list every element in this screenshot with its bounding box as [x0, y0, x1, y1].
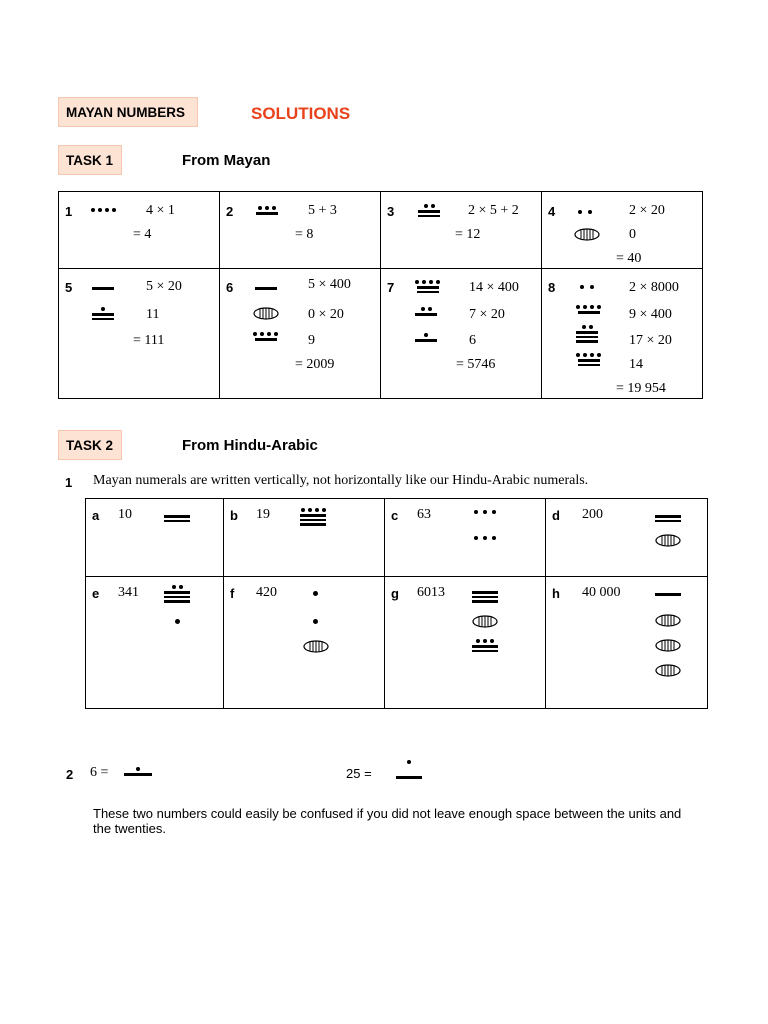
task1-cell-6: [220, 269, 381, 399]
dot-icon: [105, 208, 109, 212]
bar-icon: [92, 313, 114, 316]
bar-icon: [578, 364, 600, 367]
dot-icon: [474, 510, 478, 514]
task1-tag: [58, 145, 122, 175]
mayan-numeral-12: [418, 204, 440, 217]
dot-icon: [424, 204, 428, 208]
mayan-numeral-2: [578, 210, 592, 214]
mayan-numeral-10: [655, 515, 681, 522]
dot-icon: [265, 206, 269, 210]
question-1-number: 1: [65, 475, 73, 490]
task1-cell-8: [542, 269, 703, 399]
dot-icon: [308, 508, 312, 512]
dot-icon: [436, 280, 440, 284]
mayan-numeral-5: [655, 593, 681, 596]
dot-icon: [253, 332, 257, 336]
task2-tag: [58, 430, 122, 460]
working-line: 5 × 400: [308, 277, 351, 292]
mayan-numeral-11: [92, 307, 114, 320]
answer-line: = 111: [133, 333, 165, 348]
dot-icon: [313, 619, 318, 624]
mayan-numeral-0: [303, 640, 329, 653]
dot-icon: [258, 206, 262, 210]
task1-cell-3: [381, 192, 542, 269]
dot-icon: [580, 285, 584, 289]
dot-icon: [490, 639, 494, 643]
dot-icon: [429, 280, 433, 284]
dot-icon: [483, 639, 487, 643]
dot-icon: [415, 280, 419, 284]
cell-number: 4: [548, 204, 556, 219]
task2-cell-c: [385, 499, 546, 577]
bar-icon: [300, 519, 326, 522]
bar-icon: [472, 596, 498, 599]
bar-icon: [418, 215, 440, 218]
bar-icon: [92, 287, 114, 290]
bar-icon: [300, 523, 326, 526]
mayan-numeral-5: [255, 287, 277, 290]
dot-icon: [424, 333, 428, 337]
answer-line: = 2009: [295, 357, 335, 372]
question-1-text: Mayan numerals are written vertically, not horizontally like our Hindu-Arabic numerals.: [93, 473, 589, 488]
dot-icon: [483, 536, 487, 540]
dot-icon: [274, 332, 278, 336]
dot-icon: [272, 206, 276, 210]
section-tag-mayan-numbers: [58, 97, 198, 127]
shell-zero-icon: [472, 615, 498, 628]
dot-icon: [583, 305, 587, 309]
mayan-numeral-19: [300, 508, 326, 526]
cell-letter: d: [552, 508, 560, 523]
task2-label: TASK 2: [66, 437, 114, 453]
dot-icon: [597, 305, 601, 309]
q2-six-label: 6 =: [90, 765, 109, 780]
bar-icon: [417, 291, 439, 294]
task1-cell-4: [542, 192, 703, 269]
dot-icon: [322, 508, 326, 512]
mayan-numeral-0: [655, 614, 681, 627]
shell-zero-icon: [574, 228, 600, 241]
answer-line: = 40: [616, 251, 642, 266]
answer-line: = 8: [295, 227, 314, 242]
working-line: 0: [629, 227, 636, 242]
working-line: 6: [469, 333, 476, 348]
mayan-numeral-0: [655, 664, 681, 677]
cell-value: 6013: [417, 585, 445, 600]
dot-icon: [576, 353, 580, 357]
dot-icon: [313, 591, 318, 596]
dot-icon: [597, 353, 601, 357]
dot-icon: [301, 508, 305, 512]
dot-icon: [431, 204, 435, 208]
bar-icon: [300, 514, 326, 517]
cell-value: 40 000: [582, 585, 621, 600]
page-title: MAYAN NUMBERS: [66, 104, 186, 120]
bar-icon: [655, 593, 681, 596]
dot-icon: [179, 585, 183, 589]
dot-icon: [582, 325, 586, 329]
shell-zero-icon: [303, 640, 329, 653]
bar-icon: [396, 776, 422, 779]
bar-icon: [576, 336, 598, 339]
working-line: 14 × 400: [469, 280, 519, 295]
bar-icon: [255, 338, 277, 341]
dot-icon: [267, 332, 271, 336]
working-line: 2 × 5 + 2: [468, 203, 519, 218]
mayan-numeral-0: [655, 534, 681, 547]
dot-icon: [91, 208, 95, 212]
mayan-numeral-5: [92, 287, 114, 290]
cell-number: 8: [548, 280, 556, 295]
task2-cell-g: [385, 577, 546, 709]
dot-icon: [588, 210, 592, 214]
task1-cell-7: [381, 269, 542, 399]
shell-zero-icon: [253, 307, 279, 320]
task2-cell-f: [224, 577, 385, 709]
mayan-numeral-1: [175, 619, 180, 624]
bar-icon: [418, 210, 440, 213]
bar-icon: [256, 212, 278, 215]
shell-zero-icon: [655, 664, 681, 677]
mayan-numeral-8: [256, 206, 278, 215]
dot-icon: [175, 619, 180, 624]
task2-cell-h: [546, 577, 708, 709]
mayan-numeral-14: [576, 353, 601, 366]
bar-icon: [472, 650, 498, 653]
task1-cell-1: [59, 192, 220, 269]
working-line: 7 × 20: [469, 307, 505, 322]
dot-icon: [474, 536, 478, 540]
bar-icon: [576, 340, 598, 343]
bar-icon: [124, 773, 152, 776]
mayan-numeral-0: [472, 615, 498, 628]
dot-icon: [590, 353, 594, 357]
dot-icon: [590, 285, 594, 289]
cell-number: 1: [65, 204, 73, 219]
working-line: 5 × 20: [146, 279, 182, 294]
mayan-numeral-6: [415, 333, 437, 342]
shell-zero-icon: [655, 534, 681, 547]
working-line: 5 + 3: [308, 203, 337, 218]
dot-icon: [407, 760, 411, 764]
mayan-numeral-4: [91, 208, 116, 212]
bar-icon: [255, 287, 277, 290]
dot-icon: [590, 305, 594, 309]
mayan-numeral-15: [472, 591, 498, 603]
working-line: 11: [146, 307, 160, 322]
cell-number: 5: [65, 280, 73, 295]
mayan-numeral-3: [474, 510, 496, 514]
task1-heading: From Mayan: [182, 152, 271, 169]
bar-icon: [472, 645, 498, 648]
mayan-numeral-1: [313, 619, 318, 624]
task2-heading: From Hindu-Arabic: [182, 437, 318, 454]
working-line: 2 × 8000: [629, 280, 679, 295]
mayan-numeral-0: [655, 639, 681, 652]
bar-icon: [576, 331, 598, 334]
bar-icon: [578, 359, 600, 362]
dot-icon: [112, 208, 116, 212]
working-line: 4 × 1: [146, 203, 175, 218]
dot-icon: [576, 305, 580, 309]
working-line: 17 × 20: [629, 333, 672, 348]
mayan-numeral-2: [580, 285, 594, 289]
cell-letter: c: [391, 508, 399, 523]
bar-icon: [92, 318, 114, 321]
mayan-numeral-25: [396, 760, 422, 779]
cell-value: 19: [256, 507, 270, 522]
working-line: 2 × 20: [629, 203, 665, 218]
solutions-heading: SOLUTIONS: [251, 104, 351, 123]
dot-icon: [260, 332, 264, 336]
cell-number: 7: [387, 280, 395, 295]
bar-icon: [472, 600, 498, 603]
bar-icon: [164, 591, 190, 594]
mayan-numeral-1: [313, 591, 318, 596]
task2-cell-b: [224, 499, 385, 577]
dot-icon: [422, 280, 426, 284]
dot-icon: [589, 325, 593, 329]
answer-line: = 12: [455, 227, 481, 242]
mayan-numeral-9: [253, 332, 278, 341]
dot-icon: [428, 307, 432, 311]
task2-table: [85, 498, 708, 709]
answer-line: = 4: [133, 227, 152, 242]
bar-icon: [415, 339, 437, 342]
cell-letter: b: [230, 508, 238, 523]
cell-letter: h: [552, 586, 560, 601]
task2-cell-d: [546, 499, 708, 577]
task2-cell-e: [86, 577, 224, 709]
dot-icon: [421, 307, 425, 311]
task1-cell-5: [59, 269, 220, 399]
working-line: 14: [629, 357, 643, 372]
dot-icon: [172, 585, 176, 589]
cell-value: 420: [256, 585, 277, 600]
shell-zero-icon: [655, 614, 681, 627]
cell-number: 2: [226, 204, 234, 219]
bar-icon: [655, 515, 681, 518]
dot-icon: [492, 510, 496, 514]
bar-icon: [164, 515, 190, 518]
mayan-numeral-17: [576, 325, 598, 343]
cell-value: 200: [582, 507, 603, 522]
bar-icon: [472, 591, 498, 594]
mayan-numeral-0: [253, 307, 279, 320]
shell-zero-icon: [655, 639, 681, 652]
task1-cell-2: [220, 192, 381, 269]
answer-line: = 5746: [456, 357, 496, 372]
dot-icon: [98, 208, 102, 212]
task2-cell-a: [86, 499, 224, 577]
question-2-number: 2: [66, 767, 74, 782]
q2-explanation: These two numbers could easily be confused if you did not leave enough space between the units and the twenties.: [93, 806, 682, 836]
dot-icon: [492, 536, 496, 540]
mayan-numeral-17: [164, 585, 190, 603]
mayan-numeral-9: [576, 305, 601, 314]
mayan-numeral-14: [415, 280, 440, 293]
mayan-numeral-10: [164, 515, 190, 522]
working-line: 9: [308, 333, 315, 348]
cell-letter: f: [230, 586, 235, 601]
mayan-numeral-6: [124, 767, 152, 776]
bar-icon: [417, 286, 439, 289]
dot-icon: [583, 353, 587, 357]
dot-icon: [483, 510, 487, 514]
bar-icon: [415, 313, 437, 316]
bar-icon: [164, 596, 190, 599]
task1-label: TASK 1: [66, 152, 114, 168]
working-line: 0 × 20: [308, 307, 344, 322]
cell-letter: a: [92, 508, 100, 523]
cell-value: 10: [118, 507, 132, 522]
dot-icon: [476, 639, 480, 643]
working-line: 9 × 400: [629, 307, 672, 322]
cell-number: 6: [226, 280, 234, 295]
mayan-numeral-13: [472, 639, 498, 652]
dot-icon: [315, 508, 319, 512]
mayan-numeral-3: [474, 536, 496, 540]
cell-value: 341: [118, 585, 139, 600]
bar-icon: [578, 311, 600, 314]
dot-icon: [578, 210, 582, 214]
dot-icon: [136, 767, 140, 771]
cell-number: 3: [387, 204, 395, 219]
q2-twentyfive-label: 25 =: [346, 766, 372, 781]
bar-icon: [655, 520, 681, 523]
task1-table: [58, 191, 703, 399]
cell-value: 63: [417, 507, 431, 522]
cell-letter: g: [391, 586, 399, 601]
mayan-numeral-7: [415, 307, 437, 316]
answer-line: = 19 954: [616, 381, 666, 396]
cell-letter: e: [92, 586, 100, 601]
bar-icon: [164, 520, 190, 523]
mayan-numeral-0: [574, 228, 600, 241]
bar-icon: [164, 600, 190, 603]
dot-icon: [101, 307, 105, 311]
